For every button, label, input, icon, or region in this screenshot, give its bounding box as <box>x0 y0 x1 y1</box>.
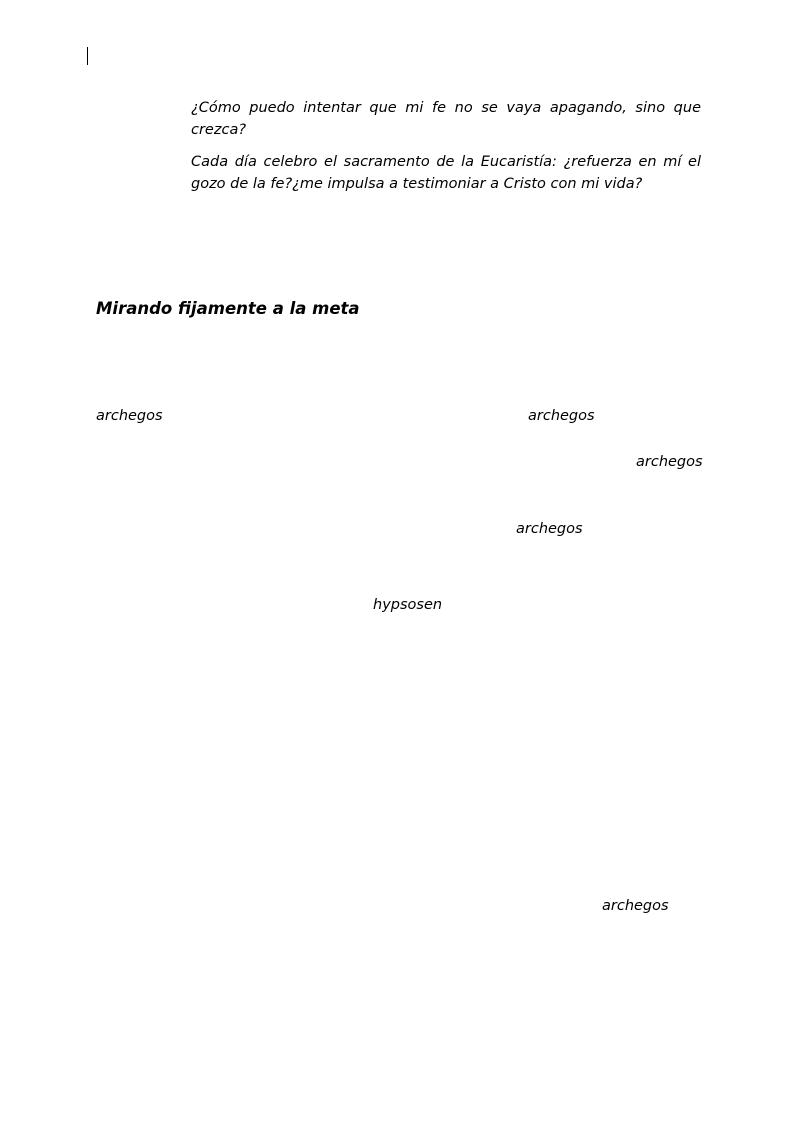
greek-term-archegos-3: archegos <box>636 454 703 470</box>
text-cursor <box>87 47 88 65</box>
section-heading: Mirando fijamente a la meta <box>96 299 360 318</box>
reflection-question-2: Cada día celebro el sacramento de la Eucaristía: ¿refuerza en mí el gozo de la fe?¿me impulsa a testimoniar a Cristo con mi vida? <box>191 154 701 192</box>
greek-term-archegos-4: archegos <box>516 521 583 537</box>
greek-term-hypsosen: hypsosen <box>373 597 443 613</box>
greek-term-archegos-2: archegos <box>528 408 595 424</box>
greek-term-archegos-5: archegos <box>602 898 669 914</box>
greek-term-archegos-1: archegos <box>96 408 163 424</box>
reflection-question-1: ¿Cómo puedo intentar que mi fe no se vaya apagando, sino que crezca? <box>191 100 701 138</box>
